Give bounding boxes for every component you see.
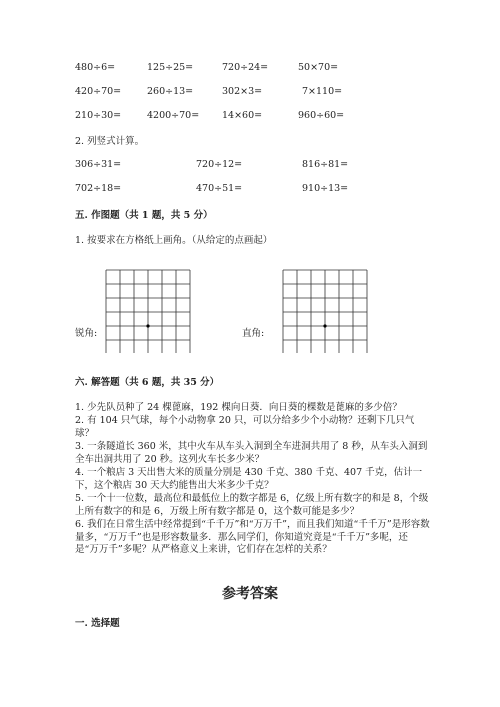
start-point (146, 324, 149, 327)
problem: 210÷30= (75, 110, 122, 121)
problem: 125÷25= (147, 62, 194, 73)
question-text: 1. 按要求在方格纸上画角。（从给定的点画起） (75, 235, 273, 246)
answer-key-title: 参考答案 (222, 586, 278, 602)
problem: 470÷51= (196, 183, 243, 194)
answer-question-2: 2. 有 104 只气球，每个小动物拿 20 只，可以分给多少个小动物？还剩下几只气球？ (75, 415, 415, 439)
answer-question-4: 4. 一个粮店 3 天出售大米的质量分别是 430 千克、380 千克、407 千克，估计一下，这个粮店 30 天大约能售出大米多少千克？ (75, 467, 423, 491)
problem: 260÷13= (147, 86, 194, 97)
section-heading: 五. 作图题（共 1 题，共 5 分） (75, 210, 213, 221)
grid-right (282, 269, 372, 353)
answer-question-5: 5. 一个十一位数，最高位和最低位上的数字都是 6，亿级上所有数字的和是 8，个级上所有数字的和是 6，万级上所有数字都是 0，这个数可能是多少？ (75, 493, 429, 517)
vertical-calc-heading: 2. 列竖式计算。 (75, 136, 145, 147)
problem: 720÷24= (222, 62, 269, 73)
problem: 7×110= (302, 86, 343, 97)
problem: 910÷13= (302, 183, 349, 194)
answer-section-heading: 一. 选择题 (75, 618, 120, 629)
problem: 960÷60= (298, 110, 345, 121)
right-angle-label: 直角: (242, 328, 265, 339)
answer-question-3: 3. 一条隧道长 360 米，其中火车从车头入洞到全车进洞共用了 8 秒，从车头入洞到全车出洞共用了 20 秒。这列火车长多少米？ (75, 441, 428, 465)
problem: 302×3= (222, 86, 263, 97)
acute-angle-label: 锐角: (75, 328, 98, 339)
answer-question-1: 1. 少先队员种了 24 棵蓖麻，192 棵向日葵．向日葵的棵数是蓖麻的多少倍？ (75, 402, 402, 413)
problem: 50×70= (298, 62, 339, 73)
problem: 4200÷70= (147, 110, 200, 121)
problem: 420÷70= (75, 86, 122, 97)
problem: 702÷18= (75, 183, 122, 194)
problem: 720÷12= (196, 159, 243, 170)
problem: 816÷81= (302, 159, 349, 170)
problem: 480÷6= (75, 62, 116, 73)
start-point (323, 324, 326, 327)
problem: 14×60= (222, 110, 263, 121)
problem: 306÷31= (75, 159, 122, 170)
answer-question-6: 6. 我们在日常生活中经常提到“千千万”和“万万千”，而且我们知道“千千万”是形容数量多，“万万千”也是形容数量多．那么同学们，你知道究竟是“千千万”多呢，还是“万万千”多呢？从严格意义上来讲，它们存在怎样的关系？ (75, 519, 430, 556)
grid-left (105, 269, 195, 353)
section-heading: 六. 解答题（共 6 题，共 35 分） (75, 377, 220, 388)
